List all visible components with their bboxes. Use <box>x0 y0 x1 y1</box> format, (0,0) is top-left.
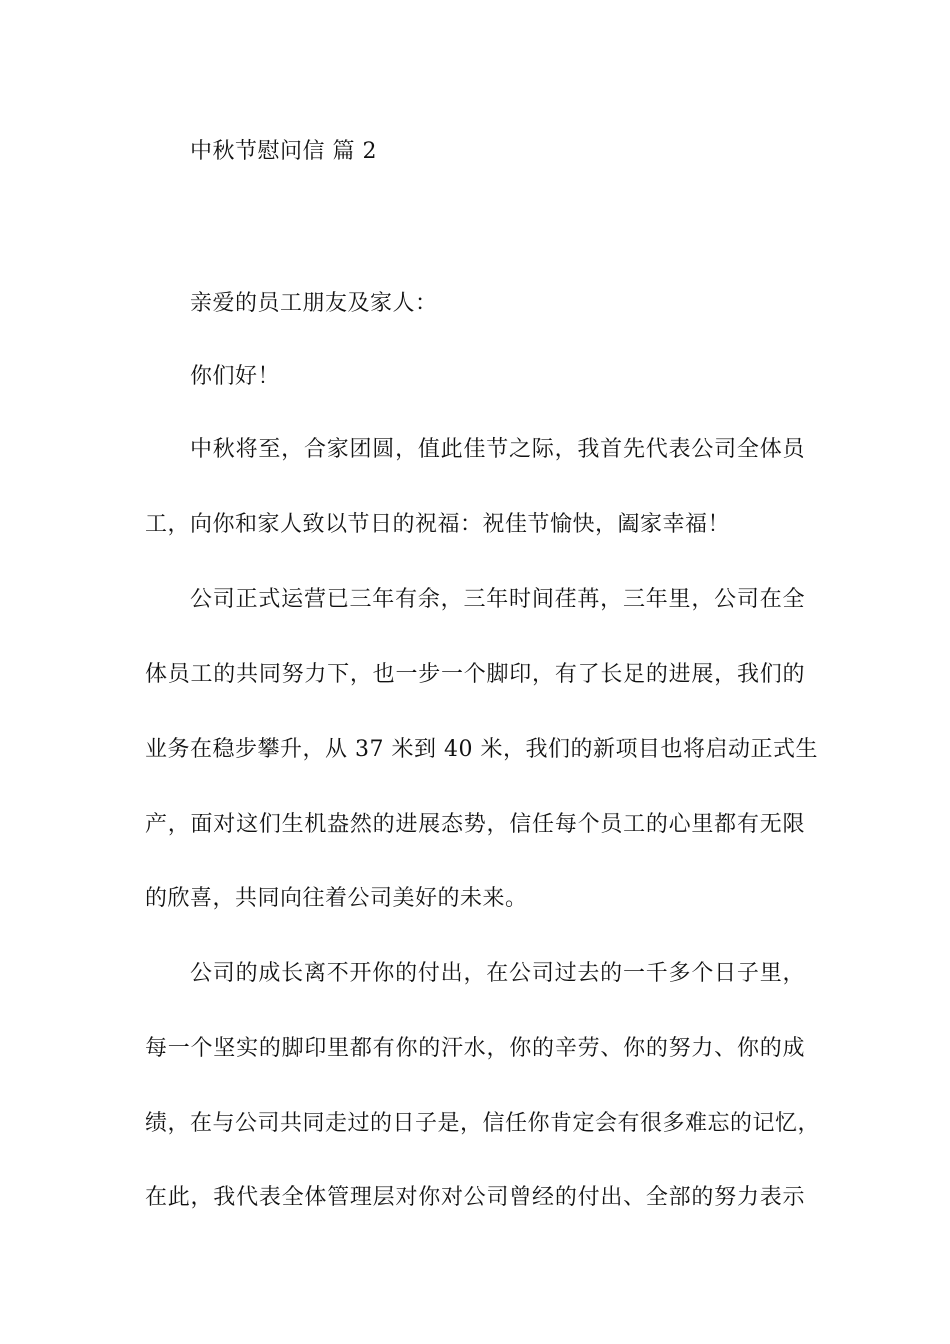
paragraph-line: 中秋将至，合家团圆，值此佳节之际，我首先代表公司全体员 <box>190 437 805 462</box>
greeting: 你们好！ <box>190 364 281 389</box>
paragraph-line: 绩，在与公司共同走过的日子是，信任你肯定会有很多难忘的记忆， <box>145 1111 821 1136</box>
paragraph-line: 体员工的共同努力下，也一步一个脚印，有了长足的进展，我们的 <box>145 662 805 687</box>
paragraph-line: 业务在稳步攀升，从 37 米到 40 米，我们的新项目也将启动正式生 <box>145 737 818 762</box>
document-title: 中秋节慰问信 篇 2 <box>190 139 377 164</box>
paragraph-line: 工，向你和家人致以节日的祝福：祝佳节愉快，阖家幸福！ <box>145 512 731 537</box>
paragraph-line: 的欣喜，共同向往着公司美好的未来。 <box>145 886 528 911</box>
paragraph-line: 公司正式运营已三年有余，三年时间荏苒，三年里，公司在全 <box>190 587 805 612</box>
paragraph-line: 产，面对这们生机盎然的进展态势，信任每个员工的心里都有无限 <box>145 812 805 837</box>
paragraph-line: 每一个坚实的脚印里都有你的汗水，你的辛劳、你的努力、你的成 <box>145 1036 805 1061</box>
paragraph-line: 在此，我代表全体管理层对你对公司曾经的付出、全部的努力表示 <box>145 1185 805 1210</box>
paragraph-line: 公司的成长离不开你的付出，在公司过去的一千多个日子里， <box>190 961 805 986</box>
salutation: 亲爱的员工朋友及家人： <box>190 291 438 316</box>
